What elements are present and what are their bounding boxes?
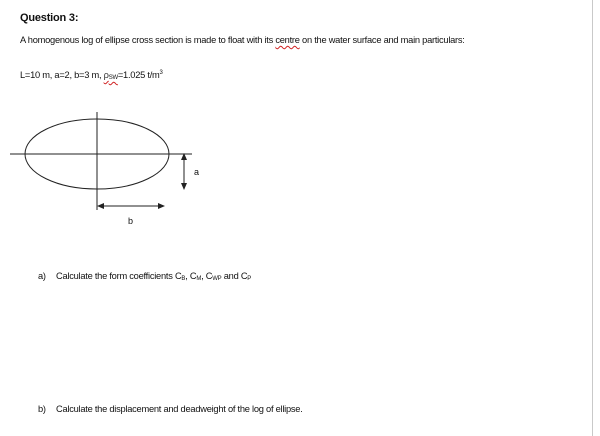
sep-1: , C — [185, 271, 197, 281]
coef-wp-sub: WP — [212, 276, 222, 282]
question-part-a — [38, 271, 251, 282]
page-edge — [592, 0, 593, 436]
coef-p-sub: P — [247, 276, 252, 282]
dimension-b-arrow-left — [97, 203, 104, 209]
question-intro — [20, 35, 465, 45]
label-a: a — [194, 167, 200, 177]
ellipse-diagram — [0, 108, 230, 238]
density-exponent: 3 — [159, 70, 163, 76]
rho-symbol: ρ — [103, 70, 109, 80]
rho-subscript: SW — [108, 75, 118, 81]
params-text: L=10 m, a=2, b=3 m, — [20, 70, 104, 80]
part-b-text: Calculate the displacement and deadweight of the log of ellipse. — [56, 404, 303, 414]
part-a-text: Calculate the form coefficients C — [56, 271, 182, 281]
main-particulars — [20, 70, 163, 81]
dimension-b-arrow-right — [158, 203, 165, 209]
density-value: =1.025 t/m — [117, 70, 160, 80]
part-a-label: a) — [38, 271, 46, 281]
part-b-label: b) — [38, 404, 46, 414]
sep-2: , C — [201, 271, 213, 281]
label-b: b — [128, 216, 134, 226]
sep-3: and C — [221, 271, 248, 281]
question-part-b — [38, 404, 303, 414]
misspelled-word: centre — [275, 35, 300, 45]
intro-text-start: A homogenous log of ellipse cross section is made to float with its — [20, 35, 276, 45]
dimension-a-arrow-down — [181, 183, 187, 190]
coef-b-sub: B — [181, 276, 186, 282]
intro-text-end: on the water surface and main particulars: — [299, 35, 465, 45]
coef-m-sub: M — [196, 276, 202, 282]
question-title: Question 3: — [20, 12, 79, 24]
